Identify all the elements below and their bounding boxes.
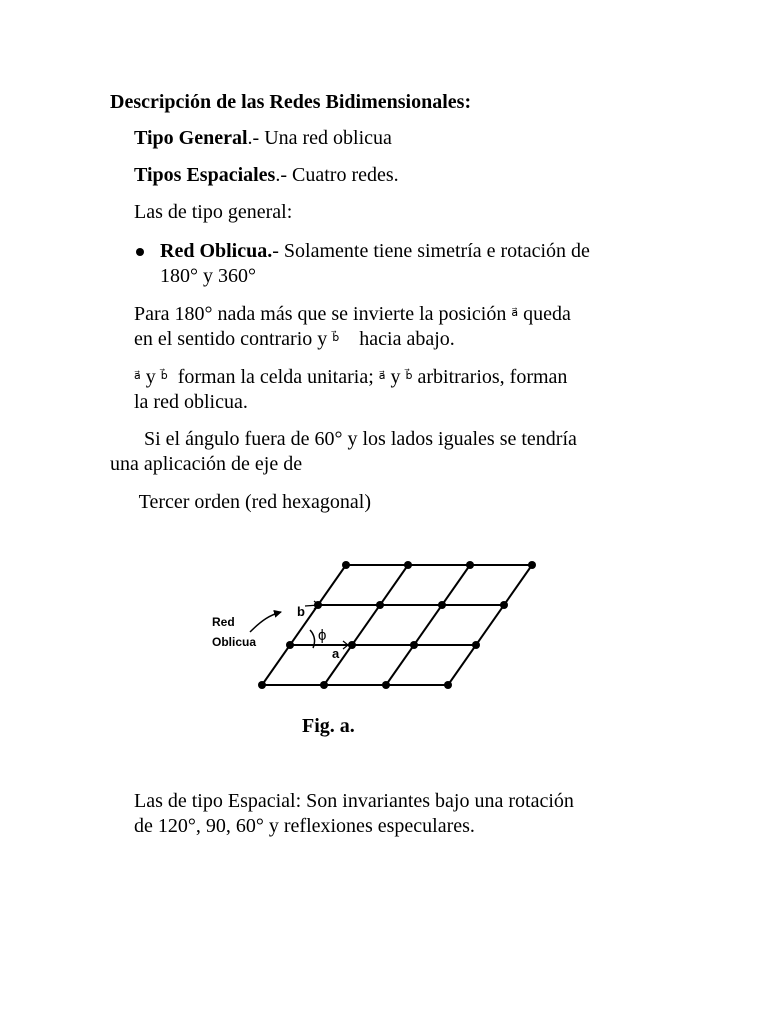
lattice-point — [348, 641, 356, 649]
bullet-red-oblicua — [160, 239, 590, 264]
vector-b-symbol: b⃗ — [160, 370, 168, 382]
label-oblicua: Oblicua — [212, 635, 257, 649]
celda-line1: $^{a⃗}$ y $^{b⃗}$ forman la celda unitaria; $^{a⃗}$ y $^{b⃗}$ arbitrarios, forman — [134, 366, 568, 388]
vector-b-arrow-icon — [305, 601, 319, 609]
lattice-point — [404, 561, 412, 569]
lattice-point — [320, 681, 328, 689]
label-b: b — [297, 604, 305, 619]
angle-phi-arc — [310, 630, 315, 648]
tipos-espaciales-term: Tipos Espaciales — [134, 164, 276, 186]
bullet-term: Red Oblicua. — [160, 240, 273, 262]
label-red: Red — [212, 615, 235, 629]
lattice-column-line — [324, 565, 408, 685]
las-de-tipo-general: Las de tipo general: — [134, 201, 293, 223]
label-a: a — [332, 646, 340, 661]
lattice-point — [438, 601, 446, 609]
tipo-general-line — [134, 126, 392, 151]
lattice-column-line — [262, 565, 346, 685]
lattice-point — [314, 601, 322, 609]
vector-a-symbol: a⃗ — [378, 370, 386, 382]
para180-line1: Para 180° nada más que se invierte la posición $^{a⃗}$ queda — [134, 303, 571, 325]
lattice-point — [466, 561, 474, 569]
lattice-point — [410, 641, 418, 649]
tipo-general-term: Tipo General — [134, 127, 248, 149]
celda-line2: la red oblicua. — [134, 391, 248, 413]
lattice-point — [286, 641, 294, 649]
lattice-column-line — [448, 565, 532, 685]
tipo-general-text: .- Una red oblicua — [247, 127, 392, 149]
bullet-text: - Solamente tiene simetría e rotación de — [272, 240, 590, 262]
lattice-point — [376, 601, 384, 609]
tipos-espaciales-text: .- Cuatro redes. — [275, 164, 399, 186]
red-oblicua-pointer-arrow — [250, 612, 281, 632]
angulo-line2: una aplicación de eje de — [110, 453, 303, 475]
heading: Descripción de las Redes Bidimensionales: — [110, 91, 472, 113]
label-phi: ϕ — [318, 627, 327, 644]
para180-line2: en el sentido contrario y $^{b⃗}$ hacia abajo. — [134, 328, 455, 350]
lattice-point — [342, 561, 350, 569]
vector-b-symbol: b⃗ — [332, 332, 340, 344]
lattice-point — [382, 681, 390, 689]
vector-b-symbol: b⃗ — [405, 370, 413, 382]
vector-a-symbol: a⃗ — [511, 307, 519, 319]
bullet-icon — [136, 248, 144, 256]
angulo-line1: Si el ángulo fuera de 60° y los lados iguales se tendría — [134, 428, 577, 450]
lattice-point — [500, 601, 508, 609]
lattice-point — [258, 681, 266, 689]
vector-a-arrow-icon — [333, 641, 348, 649]
lattice-point — [528, 561, 536, 569]
lattice-point — [472, 641, 480, 649]
tipos-espaciales-line — [134, 163, 399, 188]
espacial-line1: Las de tipo Espacial: Son invariantes bajo una rotación — [134, 790, 574, 812]
figure-caption: Fig. a. — [302, 715, 355, 737]
bullet-continuation: 180° y 360° — [160, 265, 256, 287]
lattice-column-line — [386, 565, 470, 685]
vector-a-symbol: a⃗ — [134, 370, 141, 382]
espacial-line2: de 120°, 90, 60° y reflexiones especulares. — [134, 815, 475, 837]
tercer-orden: Tercer orden (red hexagonal) — [134, 491, 371, 513]
lattice-point — [444, 681, 452, 689]
